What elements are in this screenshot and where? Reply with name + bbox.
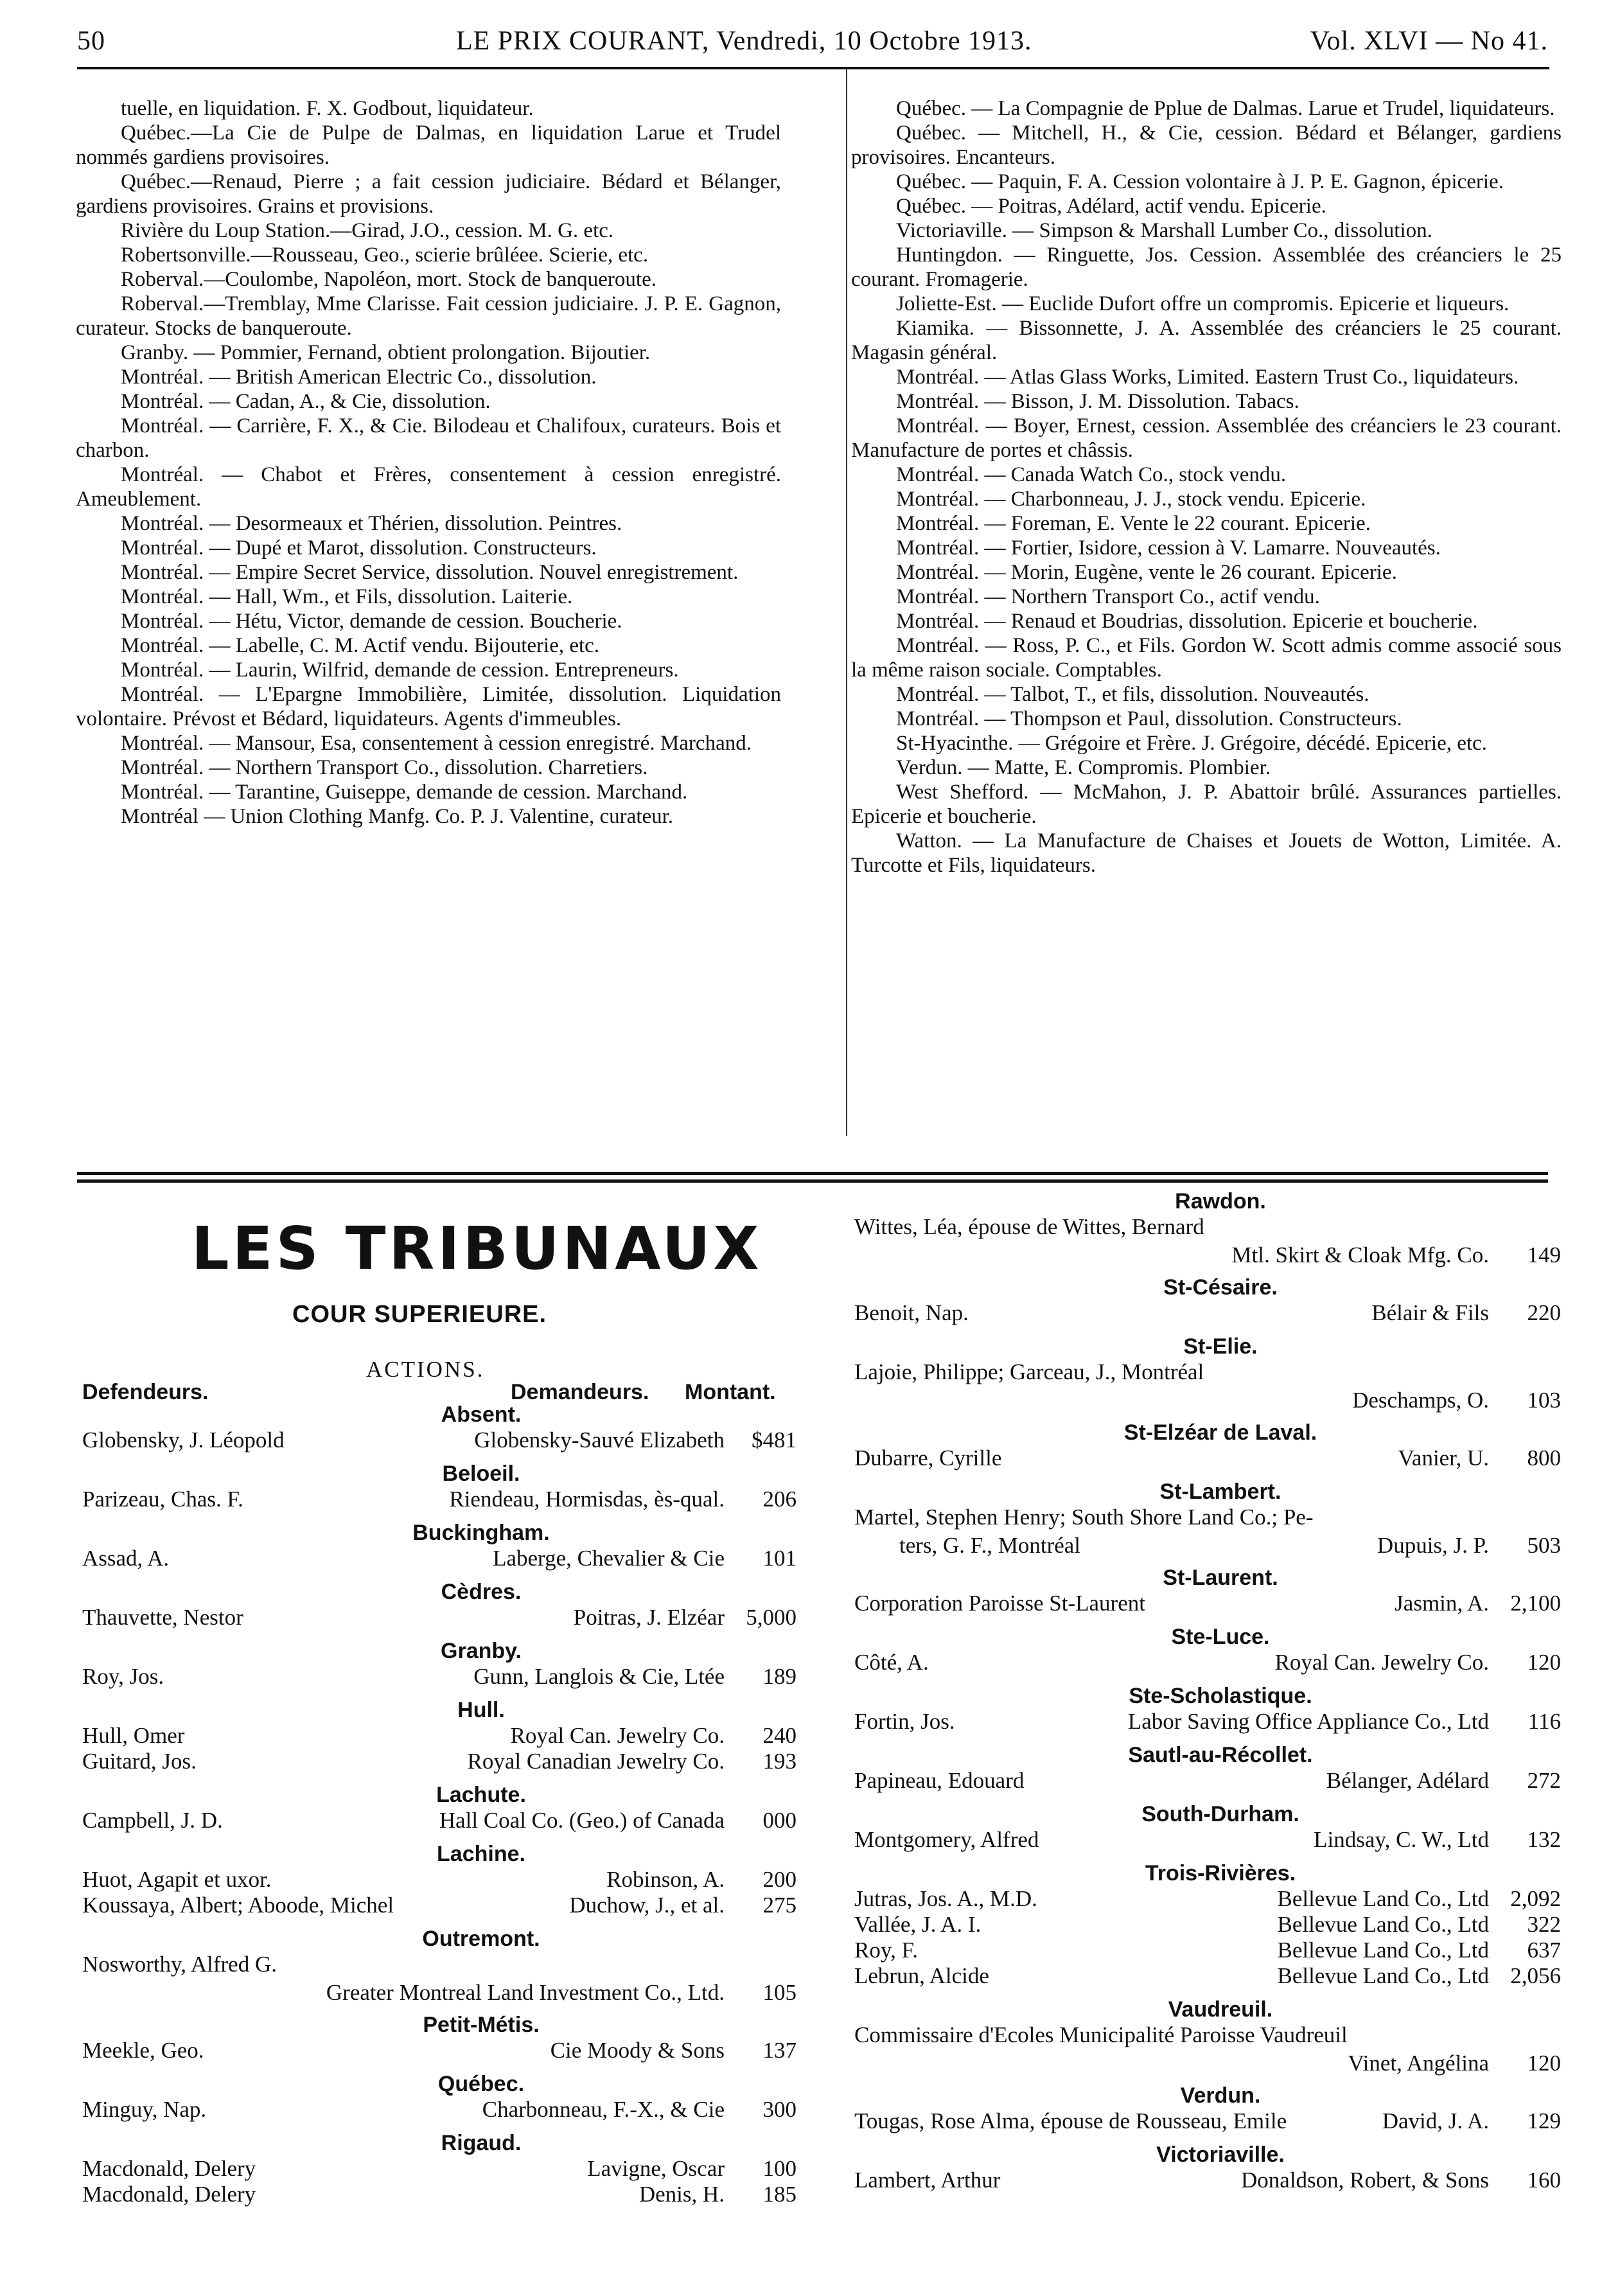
plaintiff: Lavigne, Oscar — [587, 2156, 725, 2181]
amount: 100 — [762, 2156, 797, 2181]
plaintiff: Hall Coal Co. (Geo.) of Canada — [439, 1808, 725, 1833]
notice-paragraph: Montréal. — Fortier, Isidore, cession à V. Lamarre. Nouveautés. — [896, 536, 1441, 560]
case-row — [82, 1546, 797, 1578]
header-defendeurs: Defendeurs. — [82, 1380, 209, 1404]
plaintiff: Laberge, Chevalier & Cie — [493, 1546, 725, 1571]
defendant: Hull, Omer — [82, 1723, 185, 1748]
location-heading: St-Césaire. — [1163, 1275, 1278, 1300]
defendant: Roy, Jos. — [82, 1664, 164, 1689]
notice-paragraph: Montréal. — Boyer, Ernest, cession. Assemblée des créanciers le 23 courant. Manufacture de portes et châssis. — [851, 414, 1562, 462]
amount: 275 — [762, 1893, 797, 1918]
notice-paragraph: Verdun. — Matte, E. Compromis. Plombier. — [896, 756, 1271, 779]
location-heading: St-Elzéar de Laval. — [1123, 1420, 1317, 1445]
case-row — [854, 1445, 1561, 1478]
amount: 137 — [762, 2038, 797, 2063]
notice-paragraph: Québec. — Mitchell, H., & Cie, cession. Bédard et Bélanger, gardiens provisoires. Encanteurs. — [851, 121, 1562, 169]
defendant: Assad, A. — [82, 1546, 170, 1571]
notice-paragraph: Montréal. — British American Electric Co., dissolution. — [121, 366, 597, 389]
defendant: Côté, A. — [854, 1650, 929, 1675]
notice-paragraph: Québec. — La Compagnie de Pplue de Dalmas. Larue et Trudel, liquidateurs. — [896, 97, 1555, 120]
plaintiff: Donaldson, Robert, & Sons — [1241, 2168, 1489, 2193]
notice-paragraph: Robertsonville.—Rousseau, Geo., scierie brûléee. Scierie, etc. — [121, 243, 649, 267]
notice-paragraph: Montréal. — Talbot, T., et fils, dissolution. Nouveautés. — [896, 683, 1369, 706]
location-heading: Beloeil. — [442, 1461, 520, 1486]
amount: 300 — [762, 2097, 797, 2122]
notices-right-column — [851, 96, 1562, 878]
notice-paragraph: St-Hyacinthe. — Grégoire et Frère. J. Grégoire, décédé. Epicerie, etc. — [896, 732, 1487, 755]
case-row — [82, 1487, 797, 1519]
plaintiff: Riendeau, Hormisdas, ès-qual. — [449, 1487, 725, 1512]
notice-paragraph: Montréal. — Renaud et Boudrias, dissolution. Epicerie et boucherie. — [896, 610, 1478, 633]
case-row — [82, 1605, 797, 1637]
cases-right-column — [854, 1187, 1561, 2200]
amount: 000 — [762, 1808, 797, 1833]
case-row — [82, 1893, 797, 1925]
amount: 116 — [1528, 1709, 1561, 1734]
notice-paragraph: Montréal. — Desormeaux et Thérien, dissolution. Peintres. — [121, 512, 622, 535]
case-row — [82, 1808, 797, 1840]
location-heading: Trois-Rivières. — [1145, 1861, 1296, 1885]
notice-paragraph: Montréal. — Canada Watch Co., stock vendu. — [896, 463, 1287, 486]
defendant: Meekle, Geo. — [82, 2038, 204, 2063]
section-rule-bottom — [77, 1179, 1548, 1183]
plaintiff: Bellevue Land Co., Ltd — [1277, 1963, 1489, 1988]
notice-paragraph: Montréal. — Ross, P. C., et Fils. Gordon W. Scott admis comme associé sous la même raison sociale. Comptables. — [851, 634, 1562, 682]
amount: 322 — [1527, 1912, 1561, 1937]
case-row — [82, 1867, 797, 1893]
notice-paragraph: Montréal. — Northern Transport Co., dissolution. Charretiers. — [121, 756, 648, 779]
defendant: Globensky, J. Léopold — [82, 1427, 285, 1453]
notice-paragraph: Montréal. — Tarantine, Guiseppe, demande de cession. Marchand. — [121, 781, 688, 804]
location-heading: Lachute. — [436, 1783, 526, 1807]
amount: 2,100 — [1510, 1591, 1561, 1616]
location-heading: Verdun. — [1180, 2083, 1261, 2108]
case-row — [82, 1749, 797, 1781]
plaintiff: Royal Can. Jewelry Co. — [1274, 1650, 1489, 1675]
location-heading: Buckingham. — [412, 1521, 550, 1545]
location-heading: Vaudreuil. — [1168, 1997, 1273, 2022]
case-row — [82, 2156, 797, 2182]
notice-paragraph: Montréal. — Hétu, Victor, demande de cession. Boucherie. — [121, 610, 622, 633]
notice-paragraph: Granby. — Pommier, Fernand, obtient prolongation. Bijoutier. — [121, 341, 651, 364]
amount: 220 — [1527, 1300, 1561, 1325]
amount: 272 — [1527, 1768, 1561, 1793]
defendant: Papineau, Edouard — [854, 1768, 1025, 1793]
notice-paragraph: Montréal. — Bisson, J. M. Dissolution. Tabacs. — [896, 390, 1299, 413]
case-row — [82, 2182, 797, 2214]
defendant: Nosworthy, Alfred G. — [82, 1952, 277, 1977]
amount: 503 — [1527, 1533, 1561, 1558]
defendant: Thauvette, Nestor — [82, 1605, 243, 1630]
plaintiff: Mtl. Skirt & Cloak Mfg. Co. — [1231, 1242, 1489, 1267]
defendant: Dubarre, Cyrille — [854, 1445, 1002, 1470]
case-row — [854, 1709, 1561, 1741]
case-row — [854, 1359, 1561, 1418]
page-header — [77, 26, 1548, 64]
defendant: Jutras, Jos. A., M.D. — [854, 1886, 1037, 1911]
notice-paragraph: Québec. — Poitras, Adélard, actif vendu. Epicerie. — [896, 195, 1326, 218]
notice-paragraph: Montréal — Union Clothing Manfg. Co. P. J. Valentine, curateur. — [121, 805, 674, 828]
notice-paragraph: Montréal. — Chabot et Frères, consentement à cession enregistré. Ameublement. — [76, 463, 781, 511]
plaintiff: Duchow, J., et al. — [569, 1893, 725, 1918]
header-rule — [77, 67, 1549, 69]
location-heading: Lachine. — [437, 1842, 525, 1866]
defendant: Corporation Paroisse St-Laurent — [854, 1591, 1145, 1616]
plaintiff: Denis, H. — [638, 2182, 725, 2207]
case-row — [82, 2038, 797, 2070]
notice-paragraph: Montréal. — Mansour, Esa, consentement à cession enregistré. Marchand. — [121, 732, 752, 755]
defendant: Benoit, Nap. — [854, 1300, 969, 1325]
notice-paragraph: Montréal. — Dupé et Marot, dissolution. Constructeurs. — [121, 536, 597, 560]
case-row — [854, 1214, 1561, 1273]
case-row — [854, 1768, 1561, 1800]
case-row — [82, 1664, 797, 1696]
notice-paragraph: Montréal. — Thompson et Paul, dissolution. Constructeurs. — [896, 707, 1402, 730]
notice-paragraph: Montréal. — Foreman, E. Vente le 22 courant. Epicerie. — [896, 512, 1371, 535]
location-heading: Victoriaville. — [1156, 2142, 1285, 2167]
notice-paragraph: Roberval.—Tremblay, Mme Clarisse. Fait cession judiciaire. J. P. E. Gagnon, curateur. Stocks de banqueroute. — [76, 292, 781, 340]
amount: 132 — [1527, 1827, 1561, 1852]
amount: 2,056 — [1510, 1963, 1561, 1988]
notice-paragraph: Huntingdon. — Ringuette, Jos. Cession. Assemblée des créanciers le 25 courant. Fromagerie. — [851, 243, 1562, 291]
case-row — [854, 1650, 1561, 1682]
plaintiff: Poitras, J. Elzéar — [573, 1605, 725, 1630]
plaintiff: Labor Saving Office Appliance Co., Ltd — [1127, 1709, 1489, 1734]
case-row — [854, 1938, 1561, 1963]
column-divider — [846, 69, 847, 1136]
case-row — [854, 1963, 1561, 1995]
location-heading: Hull. — [457, 1698, 505, 1722]
plaintiff: David, J. A. — [1382, 2108, 1489, 2133]
defendant: Montgomery, Alfred — [854, 1827, 1039, 1852]
section-rule-top — [77, 1172, 1548, 1175]
location-heading: Absent. — [441, 1402, 522, 1427]
amount: 120 — [1527, 1650, 1561, 1675]
case-row — [854, 2108, 1561, 2141]
plaintiff: Gunn, Langlois & Cie, Ltée — [473, 1664, 725, 1689]
notice-paragraph: Roberval.—Coulombe, Napoléon, mort. Stock de banqueroute. — [121, 268, 656, 291]
page-number: 50 — [77, 26, 105, 56]
plaintiff: Globensky-Sauvé Elizabeth — [474, 1427, 725, 1453]
defendant: Lajoie, Philippe; Garceau, J., Montréal — [854, 1359, 1204, 1384]
case-row — [854, 2022, 1561, 2081]
amount: 120 — [1527, 2051, 1561, 2076]
plaintiff: Bélair & Fils — [1371, 1300, 1489, 1325]
location-heading: St-Laurent. — [1163, 1566, 1278, 1590]
amount: 105 — [762, 1980, 797, 2005]
defendant: Huot, Agapit et uxor. — [82, 1867, 272, 1892]
notice-paragraph: Montréal. — Labelle, C. M. Actif vendu. Bijouterie, etc. — [121, 634, 600, 657]
case-row — [854, 1505, 1561, 1564]
notice-paragraph: Rivière du Loup Station.—Girad, J.O., cession. M. G. etc. — [121, 219, 614, 242]
amount: 800 — [1527, 1445, 1561, 1470]
notice-paragraph: tuelle, en liquidation. F. X. Godbout, liquidateur. — [121, 97, 534, 120]
notice-paragraph: Montréal. — Charbonneau, J. J., stock vendu. Epicerie. — [896, 488, 1366, 511]
section-title: LES TRIBUNAUX — [191, 1214, 762, 1283]
header-montant: Montant. — [685, 1380, 776, 1404]
notice-paragraph: Montréal. — Cadan, A., & Cie, dissolution. — [121, 390, 491, 413]
plaintiff: Lindsay, C. W., Ltd — [1314, 1827, 1489, 1852]
location-heading: Sautl-au-Récollet. — [1128, 1743, 1313, 1767]
defendant: Parizeau, Chas. F. — [82, 1487, 243, 1512]
volume-number: Vol. XLVI — No 41. — [1310, 26, 1548, 56]
notices-left-column — [76, 96, 781, 829]
notice-paragraph: Montréal. — Morin, Eugène, vente le 26 courant. Epicerie. — [896, 561, 1397, 584]
notice-paragraph: Montréal. — Carrière, F. X., & Cie. Bilodeau et Chalifoux, curateurs. Bois et charbon. — [76, 414, 781, 462]
notice-paragraph: Joliette-Est. — Euclide Dufort offre un compromis. Epicerie et liqueurs. — [896, 292, 1510, 315]
amount: 5,000 — [746, 1605, 797, 1630]
notice-paragraph: Kiamika. — Bissonnette, J. A. Assemblée des créanciers le 25 courant. Magasin général. — [851, 317, 1562, 364]
actions-heading: ACTIONS. — [366, 1357, 485, 1382]
plaintiff: Greater Montreal Land Investment Co., Ltd. — [326, 1980, 725, 2005]
amount: 149 — [1527, 1242, 1561, 1267]
amount: $481 — [752, 1427, 797, 1453]
court-heading: COUR SUPERIEURE. — [292, 1301, 547, 1328]
location-heading: Outremont. — [422, 1927, 540, 1951]
notice-paragraph: Montréal. — Northern Transport Co., actif vendu. — [896, 585, 1320, 608]
location-heading: Rigaud. — [441, 2131, 522, 2155]
location-heading: Ste-Scholastique. — [1129, 1684, 1312, 1708]
amount: 189 — [762, 1664, 797, 1689]
defendant: Guitard, Jos. — [82, 1749, 197, 1774]
plaintiff: Cie Moody & Sons — [550, 2038, 725, 2063]
case-row — [854, 2168, 1561, 2200]
amount: 200 — [762, 1867, 797, 1892]
defendant: Tougas, Rose Alma, épouse de Rousseau, Emile — [854, 2108, 1287, 2133]
plaintiff: Bellevue Land Co., Ltd — [1277, 1912, 1489, 1937]
plaintiff: Charbonneau, F.-X., & Cie — [482, 2097, 725, 2122]
defendant: Macdonald, Delery — [82, 2182, 256, 2207]
defendant: Wittes, Léa, épouse de Wittes, Bernard — [854, 1214, 1204, 1239]
defendant: Campbell, J. D. — [82, 1808, 223, 1833]
amount: 240 — [762, 1723, 797, 1748]
notice-paragraph: Québec.—Renaud, Pierre ; a fait cession judiciaire. Bédard et Bélanger, gardiens provisoires. Grains et provisions. — [76, 170, 781, 218]
plaintiff: Bellevue Land Co., Ltd — [1277, 1938, 1489, 1963]
defendant: Martel, Stephen Henry; South Shore Land Co.; Pe- — [854, 1505, 1314, 1530]
case-row — [854, 1300, 1561, 1332]
location-heading: St-Lambert. — [1159, 1479, 1281, 1504]
case-row — [82, 2097, 797, 2129]
notice-paragraph: Québec.—La Cie de Pulpe de Dalmas, en liquidation Larue et Trudel nommés gardiens provisoires. — [76, 121, 781, 169]
notice-paragraph: Montréal. — L'Epargne Immobilière, Limitée, dissolution. Liquidation volontaire. Prévost et Bédard, liquidateurs. Agents d'immeubles. — [76, 683, 781, 730]
defendant: Vallée, J. A. I. — [854, 1912, 982, 1937]
amount: 206 — [762, 1487, 797, 1512]
case-row — [854, 1827, 1561, 1859]
notice-paragraph: West Shefford. — McMahon, J. P. Abattoir brûlé. Assurances partielles. Epicerie et boucherie. — [851, 781, 1562, 828]
defendant: Roy, F. — [854, 1938, 918, 1963]
plaintiff: Royal Canadian Jewelry Co. — [467, 1749, 725, 1774]
notice-paragraph: Montréal. — Empire Secret Service, dissolution. Nouvel enregistrement. — [121, 561, 739, 584]
notice-paragraph: Montréal. — Atlas Glass Works, Limited. Eastern Trust Co., liquidateurs. — [896, 366, 1519, 389]
defendant: Lambert, Arthur — [854, 2168, 1001, 2193]
notice-paragraph: Montréal. — Laurin, Wilfrid, demande de cession. Entrepreneurs. — [121, 658, 679, 682]
plaintiff: Deschamps, O. — [1352, 1388, 1489, 1413]
case-row — [82, 1723, 797, 1749]
plaintiff: Jasmin, A. — [1395, 1591, 1489, 1616]
defendant-continued: ters, G. F., Montréal — [899, 1533, 1081, 1558]
location-heading: St-Elie. — [1183, 1334, 1258, 1359]
location-heading: Québec. — [437, 2072, 525, 2096]
amount: 160 — [1527, 2168, 1561, 2193]
defendant: Commissaire d'Ecoles Municipalité Paroisse Vaudreuil — [854, 2022, 1348, 2047]
amount: 193 — [762, 1749, 797, 1774]
amount: 101 — [762, 1546, 797, 1571]
publication-title: LE PRIX COURANT, Vendredi, 10 Octobre 1913. — [456, 26, 1032, 56]
location-heading: Petit-Métis. — [423, 2013, 540, 2037]
amount: 2,092 — [1510, 1886, 1561, 1911]
amount: 129 — [1527, 2108, 1561, 2133]
cases-left-column — [82, 1400, 797, 2214]
defendant: Koussaya, Albert; Aboode, Michel — [82, 1893, 394, 1918]
location-heading: South-Durham. — [1141, 1802, 1299, 1826]
plaintiff: Vanier, U. — [1398, 1445, 1489, 1470]
notice-paragraph: Victoriaville. — Simpson & Marshall Lumber Co., dissolution. — [896, 219, 1432, 242]
plaintiff: Royal Can. Jewelry Co. — [510, 1723, 725, 1748]
defendant: Macdonald, Delery — [82, 2156, 256, 2181]
defendant: Fortin, Jos. — [854, 1709, 955, 1734]
plaintiff: Robinson, A. — [606, 1867, 725, 1892]
plaintiff: Dupuis, J. P. — [1377, 1533, 1489, 1558]
location-heading: Cèdres. — [441, 1580, 522, 1604]
defendant: Minguy, Nap. — [82, 2097, 207, 2122]
plaintiff: Bélanger, Adélard — [1326, 1768, 1489, 1793]
case-row — [82, 1952, 797, 2011]
case-row — [854, 1912, 1561, 1938]
amount: 103 — [1527, 1388, 1561, 1413]
case-row — [82, 1427, 797, 1460]
case-row — [854, 1591, 1561, 1623]
location-heading: Ste-Luce. — [1171, 1625, 1270, 1649]
notice-paragraph: Watton. — La Manufacture de Chaises et Jouets de Wotton, Limitée. A. Turcotte et Fils, liquidateurs. — [851, 829, 1562, 877]
location-heading: Rawdon. — [1175, 1189, 1266, 1214]
defendant: Lebrun, Alcide — [854, 1963, 989, 1988]
case-row — [854, 1886, 1561, 1912]
plaintiff: Vinet, Angélina — [1348, 2051, 1489, 2076]
amount: 185 — [762, 2182, 797, 2207]
notice-paragraph: Montréal. — Hall, Wm., et Fils, dissolution. Laiterie. — [121, 585, 573, 608]
location-heading: Granby. — [441, 1639, 522, 1663]
notice-paragraph: Québec. — Paquin, F. A. Cession volontaire à J. P. E. Gagnon, épicerie. — [896, 170, 1504, 193]
plaintiff: Bellevue Land Co., Ltd — [1277, 1886, 1489, 1911]
amount: 637 — [1527, 1938, 1561, 1963]
header-demandeurs: Demandeurs. — [511, 1380, 649, 1404]
